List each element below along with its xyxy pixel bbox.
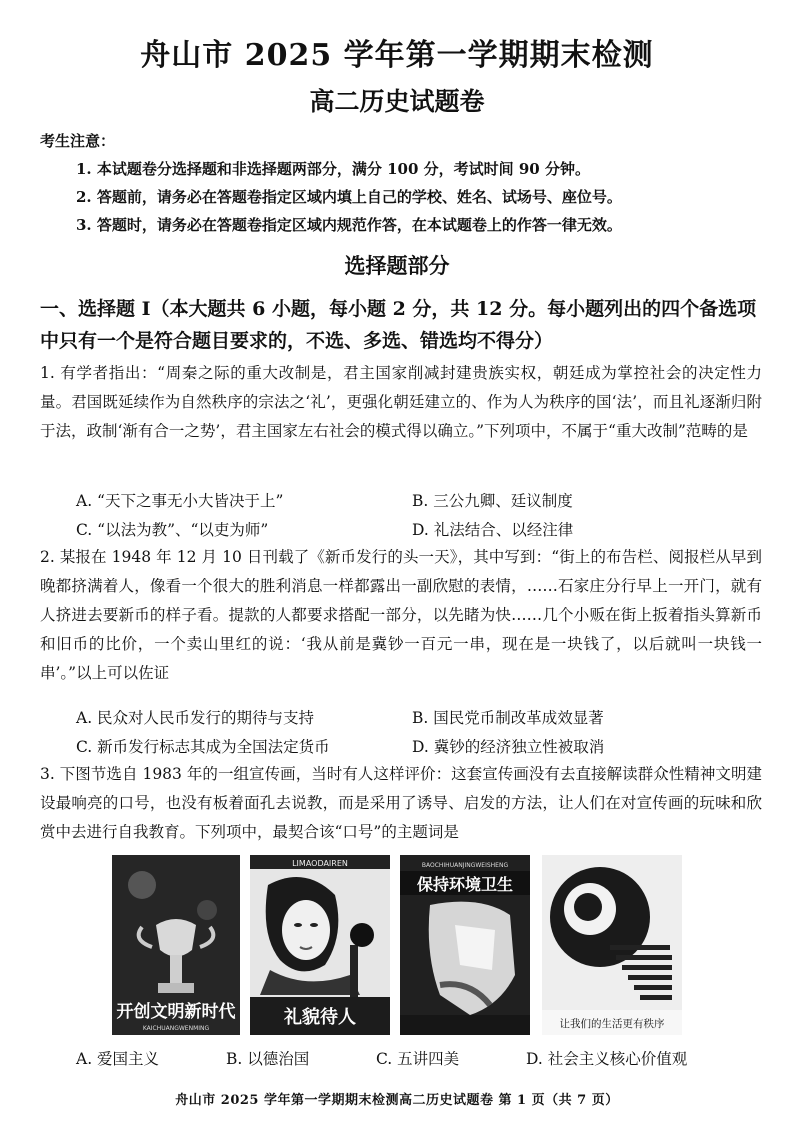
notice-heading: 考生注意： bbox=[40, 132, 116, 150]
page-footer: 舟山市 2025 学年第一学期期末检测高二历史试题卷 第 1 页（共 7 页） bbox=[175, 1093, 619, 1108]
q1-option-c: C. “以法为教”、“以吏为师” bbox=[76, 521, 269, 539]
q1-option-b: B. 三公九卿、廷议制度 bbox=[412, 492, 573, 510]
poster-1-sub: KAICHUANGWENMING bbox=[142, 1025, 210, 1032]
question-3-stem: 3. 下图节选自 1983 年的一组宣传画，当时有人这样评价：这套宣传画没有去直接解读群众性精神文明建设最响亮的口号，也没有板着面孔去说教，而是采用了诱导、启发的方法，让人们在对宣传画的玩味和欣赏中去进行自我教育。下列项中，最契合该“口号”的主题词是 bbox=[40, 765, 762, 841]
poster-4 bbox=[542, 855, 682, 1035]
q3-option-b: B. 以德治国 bbox=[226, 1050, 310, 1068]
exam-subtitle: 高二历史试题卷 bbox=[309, 87, 485, 116]
q2-option-d: D. 冀钞的经济独立性被取消 bbox=[412, 738, 605, 756]
poster-2 bbox=[250, 855, 390, 1035]
poster-3-caption: 保持环境卫生 bbox=[416, 875, 514, 894]
poster-3-sub: BAOCHIHUANJINGWEISHENG bbox=[421, 862, 509, 869]
poster-4-caption: 让我们的生活更有秩序 bbox=[559, 1018, 665, 1030]
q1-option-d: D. 礼法结合、以经注律 bbox=[412, 521, 574, 539]
notice-item: 2. 答题前，请务必在答题卷指定区域内填上自己的学校、姓名、试场号、座位号。 bbox=[76, 188, 622, 206]
poster-2-sub: LIMAODAIREN bbox=[292, 859, 348, 868]
question-2-stem: 2. 某报在 1948 年 12 月 10 日刊载了《新币发行的头一天》，其中写到：“街上的布告栏、阅报栏从早到晚都挤满着人，像看一个很大的胜利消息一样都露出一副欣慰的表情，……石家庄分行早上一开门，就有人挤进去要新币的样子看。提款的人都要求搭配一部分，以先睹为快……几个小贩在街上扳着指头算新币和旧币的比价，一个卖山里红的说：‘我从前是冀钞一百元一串，现在是一块钱了，以后就叫一块钱一串’。”以上可以佐证 bbox=[40, 548, 762, 682]
q2-option-a: A. 民众对人民币发行的期待与支持 bbox=[76, 709, 315, 727]
question-1-stem: 1. 有学者指出：“周秦之际的重大改制是，君主国家削减封建贵族实权，朝廷成为掌控社会的决定性力量。君国既延续作为自然秩序的宗法之‘礼’，更强化朝廷建立的、作为人为秩序的国‘法’，而且礼逐渐归附于法，政制‘渐有合一之势’，君主国家左右社会的模式得以确立。”下列项中，不属于“重大改制”范畴的是 bbox=[40, 364, 762, 440]
section-title: 选择题部分 bbox=[344, 253, 450, 278]
exam-title: 舟山市 2025 学年第一学期期末检测 bbox=[140, 38, 654, 73]
q1-option-a: A. “天下之事无小大皆决于上” bbox=[76, 492, 284, 510]
q2-option-b: B. 国民党币制改革成效显著 bbox=[412, 709, 604, 727]
poster-row bbox=[112, 855, 682, 1035]
poster-1-caption: 开创文明新时代 bbox=[116, 1002, 236, 1022]
poster-3 bbox=[400, 855, 530, 1035]
poster-1 bbox=[112, 855, 240, 1035]
notice-item: 3. 答题时，请务必在答题卷指定区域内规范作答，在本试题卷上的作答一律无效。 bbox=[76, 216, 622, 234]
part-heading: 一、选择题 I（本大题共 6 小题，每小题 2 分，共 12 分。每小题列出的四个备选项中只有一个是符合题目要求的，不选、多选、错选均不得分） bbox=[40, 298, 757, 352]
q2-option-c: C. 新币发行标志其成为全国法定货币 bbox=[76, 738, 330, 756]
q3-option-a: A. 爱国主义 bbox=[76, 1050, 160, 1068]
notice-item: 1. 本试题卷分选择题和非选择题两部分，满分 100 分，考试时间 90 分钟。 bbox=[76, 160, 590, 178]
poster-2-caption: 礼貌待人 bbox=[284, 1007, 356, 1028]
q3-option-c: C. 五讲四美 bbox=[376, 1050, 460, 1068]
q3-option-d: D. 社会主义核心价值观 bbox=[526, 1050, 688, 1068]
